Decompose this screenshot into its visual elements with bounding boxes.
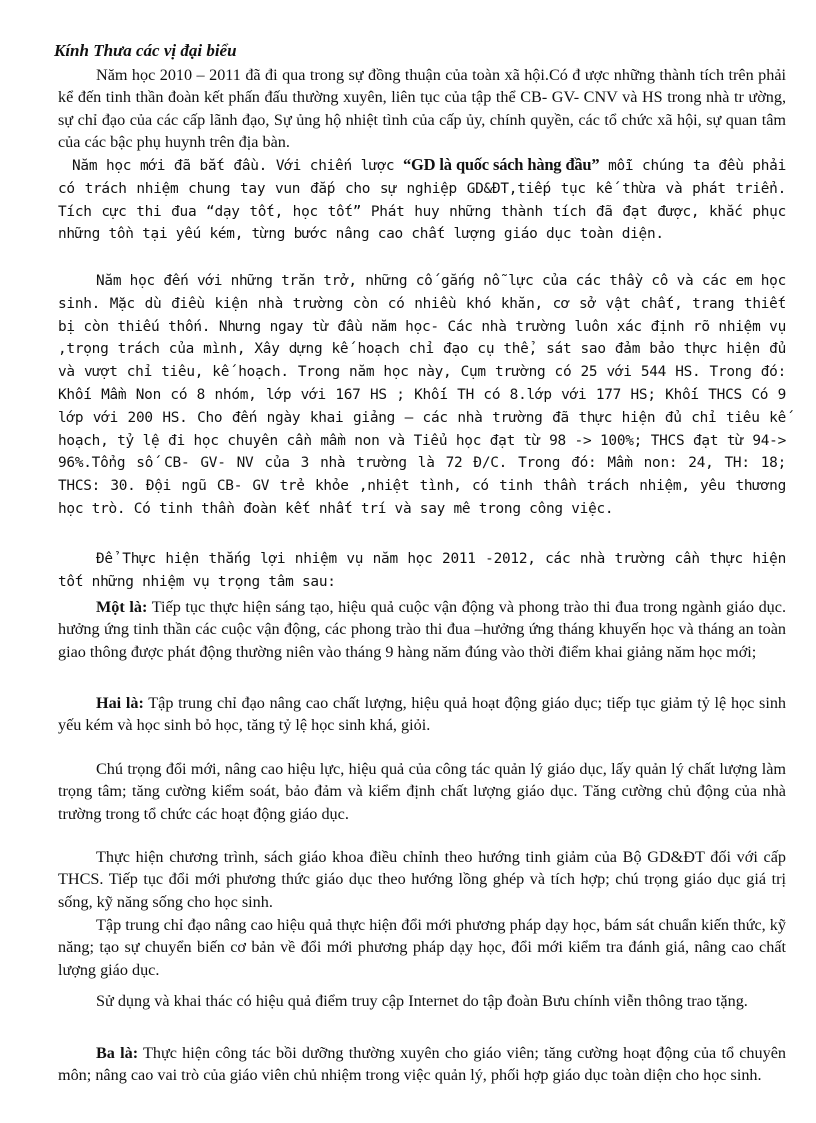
slogan-bold: “GD là quốc sách hàng đầu”	[402, 155, 600, 174]
task-three	[58, 1042, 786, 1087]
task-two-text: Tập trung chỉ đạo nâng cao chất lượng, hiệu quả hoạt động giáo dục; tiếp tục giảm tỷ lệ học sinh yếu kém và học sinh bỏ học, tăng tỷ lệ học sinh khá, giỏi.	[58, 694, 787, 735]
paragraph-teaching-methods: Tập trung chỉ đạo nâng cao hiệu quả thực hiện đổi mới phương pháp dạy học, bám sát chuẩn kiến thức, kỹ năng; tạo sự chuyển biến cơ bản về đổi mới phương pháp dạy học, đổi mới kiểm tra đánh giá, nâng cao chất lượng giáo dục.	[58, 916, 786, 979]
paragraph-tasks-intro: Để Thực hiện thắng lợi nhiệm vụ năm học 2011 -2012, các nhà trường cần thực hiện tốt những nhiệm vụ trọng tâm sau:	[58, 551, 786, 590]
paragraph-new-year	[58, 154, 786, 246]
paragraph-intro: Năm học 2010 – 2011 đã đi qua trong sự đồng thuận của toàn xã hội.Có đ ược những thành tích trên phải kể đến tinh thần đoàn kết phấn đấu thường xuyên, liên tục của tập thể CB- GV- CNV và HS trong nhà tr ường, sự chỉ đạo của các cấp lãnh đạo, Sự ủng hộ nhiệt tình của cấp ủy, chính quyền, các tổ chức xã hội, sự quan tâm của các bậc phụ huynh trên địa bàn.	[58, 66, 786, 152]
task-two	[58, 692, 786, 737]
paragraph-school-stats: Năm học đến với những trăn trở, những cố gắng nỗ lực của các thầy cô và các em học sinh. Mặc dù điều kiện nhà trường còn có nhiều khó khăn, cơ sở vật chất, trang thiết bị còn thiếu thốn. Nhưng ngay từ đầu năm học- Các nhà trường luôn xác định rõ nhiệm vụ ,trọng trách của mình, Xây dựng kế hoạch chỉ đạo cụ thể, sát sao đảm bảo thực hiện đủ và vượt chỉ tiêu, kế hoạch. Trong năm học này, Cụm trường có 25 với 544 HS. Trong đó: Khối Mầm Non có 8 nhóm, lớp với 167 HS ; Khối TH có 8.lớp với 177 HS; Khối THCS Có 9 lớp với 200 HS. Cho đến ngày khai giảng – các nhà trường đã thực hiện đủ chỉ tiêu kế hoạch, tỷ lệ đi học chuyên cần mầm non và Tiểu học đạt từ 98 -> 100%; THCS đạt từ 94-> 96%.Tổng số CB- GV- NV của 3 nhà trường là 72 Đ/C. Trong đó: Mầm non: 24, TH: 18; THCS: 30. Đội ngũ CB- GV trẻ khỏe ,nhiệt tình, có tinh thần trách nhiệm, yêu thương học trò. Có tinh thần đoàn kết nhất trí và say mê trong công việc.	[58, 273, 786, 517]
paragraph-new-year-start: Năm học mới đã bắt đầu. Với chiến lược	[72, 158, 395, 174]
paragraph-management: Chú trọng đổi mới, nâng cao hiệu lực, hiệu quả của công tác quản lý giáo dục, lấy quản lý chất lượng làm trọng tâm; tăng cường kiểm soát, bảo đảm và kiểm định chất lượng giáo dục. Tăng cường chủ động của nhà trường trong tổ chức các hoạt động giáo dục.	[58, 760, 786, 823]
task-three-text: Thực hiện công tác bồi dưỡng thường xuyên cho giáo viên; tăng cường hoạt động của tổ chuyên môn; nâng cao vai trò của giáo viên chủ nhiệm trong việc quản lý, phối hợp giáo dục toàn diện cho học sinh.	[58, 1044, 786, 1085]
task-one-label: Một là:	[96, 598, 148, 616]
task-two-label: Hai là:	[96, 694, 144, 712]
task-one-text: Tiếp tục thực hiện sáng tạo, hiệu quả cuộc vận động và phong trào thi đua trong ngành giáo dục. hưởng ứng tinh thần các cuộc vận động, các phong trào thi đua –hưởng ứng tháng khuyến học và tháng an toàn giao thông được phát động thường niên vào tháng 9 hàng năm đúng vào thời điểm khai giảng năm học mới;	[58, 598, 786, 661]
paragraph-curriculum: Thực hiện chương trình, sách giáo khoa điều chỉnh theo hướng tinh giảm của Bộ GD&ĐT đối với cấp THCS. Tiếp tục đổi mới phương thức giáo dục theo hướng lồng ghép và tích hợp; chú trọng giáo dục giá trị sống, kỹ năng sống cho học sinh.	[58, 848, 786, 911]
task-one	[58, 596, 786, 663]
task-three-label: Ba là:	[96, 1044, 139, 1062]
salutation-heading: Kính Thưa các vị đại biểu	[54, 41, 237, 60]
paragraph-new-year-rest: mỗi chúng ta đều phải có trách nhiệm chung tay vun đắp cho sự nghiệp GD&ĐT,tiếp tục kế thừa và phát triển. Tích cực thi đua “dạy tốt, học tốt” Phát huy những thành tích đã đạt được, khắc phục những tồn tại yếu kém, từng bước nâng cao chất lượng giáo dục toàn diện.	[58, 158, 787, 243]
paragraph-internet: Sử dụng và khai thác có hiệu quả điểm truy cập Internet do tập đoàn Bưu chính viễn thông trao tặng.	[96, 992, 748, 1010]
